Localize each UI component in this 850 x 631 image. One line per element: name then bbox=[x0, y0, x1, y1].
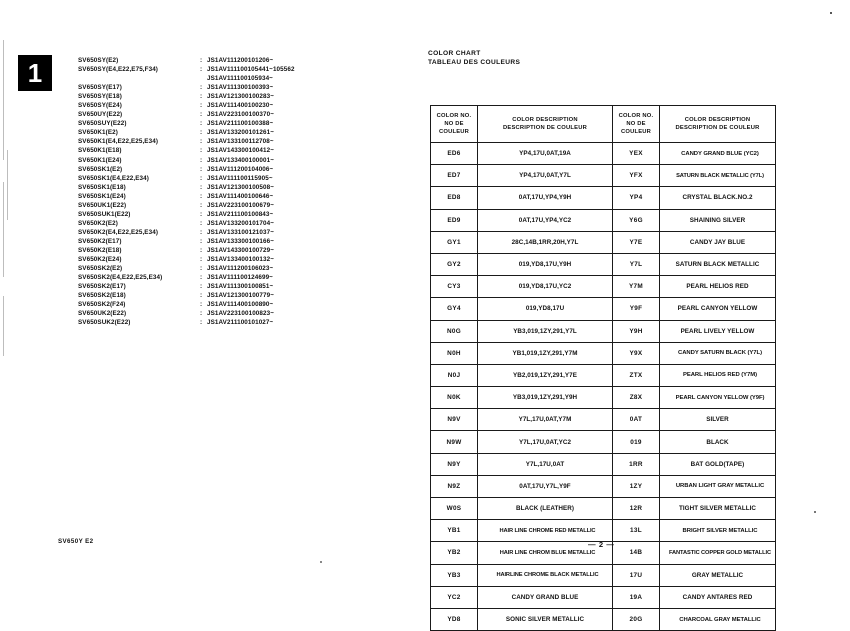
color-chart-table bbox=[430, 105, 776, 631]
model-vin: JS1AV133100112708~ bbox=[207, 138, 274, 146]
model-separator: : bbox=[200, 156, 203, 164]
color-no-left: GY2 bbox=[431, 253, 478, 275]
model-code: SV650K2(E17) bbox=[78, 237, 122, 245]
color-description-left: 019,YD8,17U,YC2 bbox=[478, 276, 613, 298]
model-code: SV650K1(E2) bbox=[78, 129, 118, 137]
model-separator: : bbox=[200, 228, 203, 236]
color-no-right: Y9H bbox=[613, 320, 660, 342]
color-no-left: N9Y bbox=[431, 453, 478, 475]
color-no-right: YP4 bbox=[613, 187, 660, 209]
color-no-right: Y6G bbox=[613, 209, 660, 231]
color-description-left: YB3,019,1ZY,291,Y7L bbox=[478, 320, 613, 342]
color-no-left: YB3 bbox=[431, 564, 478, 586]
color-no-right: YFX bbox=[613, 165, 660, 187]
header-color-description-left bbox=[478, 106, 613, 143]
model-vin-row bbox=[78, 192, 295, 201]
color-description-right: CHARCOAL GRAY METALLIC bbox=[660, 608, 776, 630]
model-separator: : bbox=[200, 57, 203, 64]
color-chart-table-container bbox=[430, 105, 776, 631]
header-color-no-right bbox=[613, 106, 660, 143]
color-description-right: SHAINING SILVER bbox=[660, 209, 776, 231]
color-description-left: YB1,019,1ZY,291,Y7M bbox=[478, 342, 613, 364]
model-vin-row bbox=[78, 201, 295, 210]
model-code: SV650SK2(F24) bbox=[78, 301, 126, 309]
color-chart-title-fr: TABLEAU DES COULEURS bbox=[428, 58, 521, 66]
model-separator: : bbox=[200, 201, 203, 209]
color-description-left: 0AT,17U,YP4,Y9H bbox=[478, 187, 613, 209]
model-code: SV650UK2(E22) bbox=[78, 310, 127, 318]
model-vin-row bbox=[78, 110, 295, 119]
table-row bbox=[431, 342, 776, 364]
header-label-fr: DESCRIPTION DE COULEUR bbox=[675, 125, 760, 131]
color-description-right: SATURN BLACK METALLIC (Y7L) bbox=[660, 165, 776, 187]
model-vin-row bbox=[78, 273, 295, 282]
table-row bbox=[431, 608, 776, 630]
model-separator: : bbox=[200, 274, 203, 282]
table-row bbox=[431, 387, 776, 409]
model-vin: JS1AV211100100388~ bbox=[207, 120, 274, 128]
model-code: SV650SK2(E18) bbox=[78, 292, 126, 300]
color-description-left: 019,YD8,17U bbox=[478, 298, 613, 320]
table-row bbox=[431, 209, 776, 231]
model-vin: JS1AV121300100283~ bbox=[207, 93, 274, 101]
model-separator: : bbox=[200, 292, 203, 300]
color-description-right: BAT GOLD(TAPE) bbox=[660, 453, 776, 475]
footer-page-number: — 2 — bbox=[588, 540, 615, 549]
model-vin-row bbox=[78, 83, 295, 92]
model-vin: JS1AV223100100679~ bbox=[207, 201, 274, 209]
model-vin: JS1AV111100124699~ bbox=[207, 274, 273, 282]
model-separator: : bbox=[200, 174, 203, 182]
color-no-right: 17U bbox=[613, 564, 660, 586]
table-row bbox=[431, 165, 776, 187]
model-vin: JS1AV111400100646~ bbox=[207, 192, 274, 200]
model-vin-row bbox=[78, 300, 295, 309]
color-description-left: CANDY GRAND BLUE bbox=[478, 586, 613, 608]
table-row bbox=[431, 231, 776, 253]
model-separator: : bbox=[200, 246, 203, 254]
model-code: SV650SK1(E18) bbox=[78, 183, 126, 191]
model-separator: : bbox=[200, 265, 203, 273]
model-code: SV650UK1(E22) bbox=[78, 201, 127, 209]
model-separator: : bbox=[200, 165, 203, 173]
scan-artifact-left bbox=[3, 182, 4, 277]
model-vin-row bbox=[78, 219, 295, 228]
color-description-right: CANDY ANTARES RED bbox=[660, 586, 776, 608]
color-description-right: BRIGHT SILVER METALLIC bbox=[660, 520, 776, 542]
table-header-row bbox=[431, 106, 776, 143]
scan-artifact-left bbox=[3, 296, 4, 356]
color-no-right: ZTX bbox=[613, 364, 660, 386]
model-separator: : bbox=[200, 93, 203, 101]
model-vin: JS1AV223100100370~ bbox=[207, 111, 274, 119]
model-vin: JS1AV111400100230~ bbox=[207, 102, 274, 110]
model-code: SV650SUK2(E22) bbox=[78, 319, 131, 327]
model-vin: JS1AV133400100001~ bbox=[207, 156, 274, 164]
table-row bbox=[431, 453, 776, 475]
color-no-right: Y7E bbox=[613, 231, 660, 253]
section-number-badge: 1 bbox=[18, 55, 52, 91]
color-description-right: CANDY SATURN BLACK (Y7L) bbox=[660, 342, 776, 364]
model-vin: JS1AV143300100729~ bbox=[207, 246, 274, 254]
model-separator: : bbox=[200, 237, 203, 245]
color-description-right: GRAY METALLIC bbox=[660, 564, 776, 586]
color-no-left: N0J bbox=[431, 364, 478, 386]
model-code: SV650K1(E4,E22,E25,E34) bbox=[78, 138, 159, 146]
table-row bbox=[431, 320, 776, 342]
table-row bbox=[431, 298, 776, 320]
color-no-left: N0H bbox=[431, 342, 478, 364]
model-separator: : bbox=[200, 301, 203, 309]
color-no-right: Y7L bbox=[613, 253, 660, 275]
table-row bbox=[431, 431, 776, 453]
model-vin-row bbox=[78, 210, 295, 219]
header-label-en: COLOR DESCRIPTION bbox=[684, 117, 751, 123]
model-separator: : bbox=[200, 102, 203, 110]
color-description-right: CANDY GRAND BLUE (YC2) bbox=[660, 143, 776, 165]
model-vin-row bbox=[78, 165, 295, 174]
model-code: SV650SUK1(E22) bbox=[78, 210, 131, 218]
model-separator: : bbox=[200, 219, 203, 227]
model-vin-row bbox=[78, 291, 295, 300]
color-no-left: ED8 bbox=[431, 187, 478, 209]
model-vin-row bbox=[78, 282, 295, 291]
model-vin: JS1AV211100100843~ bbox=[207, 210, 274, 218]
color-description-right: PEARL LIVELY YELLOW bbox=[660, 320, 776, 342]
model-code: SV650SY(E18) bbox=[78, 93, 122, 101]
table-row bbox=[431, 475, 776, 497]
model-vin-row bbox=[78, 156, 295, 165]
model-separator: : bbox=[200, 120, 203, 128]
color-no-right: 20G bbox=[613, 608, 660, 630]
model-code: SV650K1(E24) bbox=[78, 156, 122, 164]
model-vin: JS1AV133400100132~ bbox=[207, 256, 274, 264]
color-description-right: URBAN LIGHT GRAY METALLIC bbox=[660, 475, 776, 497]
color-no-right: 19A bbox=[613, 586, 660, 608]
color-description-right: SILVER bbox=[660, 409, 776, 431]
model-vin: JS1AV133300100166~ bbox=[207, 237, 274, 245]
model-code: SV650K2(E18) bbox=[78, 246, 122, 254]
color-description-left: 0AT,17U,Y7L,Y9F bbox=[478, 475, 613, 497]
model-vin-row bbox=[78, 255, 295, 264]
table-row bbox=[431, 409, 776, 431]
color-no-right: 1ZY bbox=[613, 475, 660, 497]
color-description-left: HAIRLINE CHROME BLACK METALLIC bbox=[478, 564, 613, 586]
model-vin: JS1AV121300100779~ bbox=[207, 292, 274, 300]
table-row bbox=[431, 364, 776, 386]
color-description-left: YB3,019,1ZY,291,Y9H bbox=[478, 387, 613, 409]
color-no-left: GY1 bbox=[431, 231, 478, 253]
color-no-right: 019 bbox=[613, 431, 660, 453]
color-description-left: SONIC SILVER METALLIC bbox=[478, 608, 613, 630]
scan-artifact-left bbox=[3, 40, 4, 160]
header-label-fr: NO DE COULEUR bbox=[438, 121, 470, 135]
model-separator: : bbox=[200, 111, 203, 119]
model-vin: JS1AV143300100412~ bbox=[207, 147, 274, 155]
color-no-left: CY3 bbox=[431, 276, 478, 298]
model-code: SV650SK2(E4,E22,E25,E34) bbox=[78, 274, 163, 282]
color-description-right: BLACK bbox=[660, 431, 776, 453]
color-description-left: BLACK (LEATHER) bbox=[478, 498, 613, 520]
header-label-en: COLOR DESCRIPTION bbox=[512, 117, 578, 123]
color-no-left: YB2 bbox=[431, 542, 478, 564]
model-vin: JS1AV133200101704~ bbox=[207, 219, 274, 227]
model-vin-row bbox=[78, 56, 295, 65]
model-vin-row bbox=[78, 264, 295, 273]
model-vin: JS1AV111200101206~ bbox=[207, 57, 274, 64]
color-description-left: Y7L,17U,0AT,Y7M bbox=[478, 409, 613, 431]
model-vin-row bbox=[78, 74, 295, 83]
color-description-right: CANDY JAY BLUE bbox=[660, 231, 776, 253]
color-no-left: ED9 bbox=[431, 209, 478, 231]
model-vin: JS1AV111100115905~ bbox=[207, 174, 273, 182]
model-code: SV650SK2(E17) bbox=[78, 283, 126, 291]
model-separator: : bbox=[200, 283, 203, 291]
color-no-right: Y9X bbox=[613, 342, 660, 364]
color-no-left: ED7 bbox=[431, 165, 478, 187]
table-row bbox=[431, 564, 776, 586]
color-description-right: FANTASTIC COPPER GOLD METALLIC bbox=[660, 542, 776, 564]
model-vin-row bbox=[78, 174, 295, 183]
color-description-left: Y7L,17U,0AT,YC2 bbox=[478, 431, 613, 453]
model-code: SV650SY(E2) bbox=[78, 57, 119, 64]
model-code: SV650SY(E4,E22,E75,F34) bbox=[78, 66, 159, 74]
color-description-left: YP4,17U,0AT,Y7L bbox=[478, 165, 613, 187]
color-no-left: GY4 bbox=[431, 298, 478, 320]
model-vin: JS1AV111300100851~ bbox=[207, 283, 274, 291]
model-vin: JS1AV111300100393~ bbox=[207, 84, 274, 92]
header-color-no-left bbox=[431, 106, 478, 143]
model-vin-row bbox=[78, 65, 295, 74]
model-separator: : bbox=[200, 210, 203, 218]
color-description-left: HAIR LINE CHROME RED METALLIC bbox=[478, 520, 613, 542]
color-no-right: YEX bbox=[613, 143, 660, 165]
model-separator: : bbox=[200, 183, 203, 191]
model-vin: JS1AV223100100823~ bbox=[207, 310, 274, 318]
model-vin-row bbox=[78, 119, 295, 128]
table-row bbox=[431, 276, 776, 298]
model-vin-row bbox=[78, 228, 295, 237]
model-separator: : bbox=[200, 147, 203, 155]
model-separator: : bbox=[200, 256, 203, 264]
header-label-en: COLOR NO. bbox=[436, 113, 472, 119]
model-vin: JS1AV111100105934~ bbox=[207, 75, 273, 83]
model-code: SV650SK1(E2) bbox=[78, 165, 123, 173]
color-chart-title-en: COLOR CHART bbox=[428, 50, 481, 57]
model-separator: : bbox=[200, 310, 203, 318]
model-code: SV650K2(E24) bbox=[78, 256, 122, 264]
model-code: SV650SY(E24) bbox=[78, 102, 122, 110]
model-code: SV650SY(E17) bbox=[78, 84, 122, 92]
header-label-en: COLOR NO. bbox=[618, 113, 654, 119]
header-label-fr: NO DE COULEUR bbox=[620, 121, 652, 135]
scan-speck bbox=[830, 12, 832, 14]
model-vin: JS1AV111200106023~ bbox=[207, 265, 274, 273]
color-description-left: 28C,14B,1RR,20H,Y7L bbox=[478, 231, 613, 253]
header-label-fr: DESCRIPTION DE COULEUR bbox=[503, 125, 587, 131]
color-no-left: N9W bbox=[431, 431, 478, 453]
model-vin-row bbox=[78, 309, 295, 318]
scan-speck bbox=[320, 561, 322, 563]
scan-artifact-left bbox=[7, 150, 8, 220]
color-description-right: SATURN BLACK METALLIC bbox=[660, 253, 776, 275]
model-separator: : bbox=[200, 192, 203, 200]
color-no-right: 0AT bbox=[613, 409, 660, 431]
table-row bbox=[431, 520, 776, 542]
model-vin: JS1AV211100101027~ bbox=[207, 319, 274, 327]
model-code: SV650SK2(E2) bbox=[78, 265, 123, 273]
table-row bbox=[431, 586, 776, 608]
model-code: SV650K1(E18) bbox=[78, 147, 122, 155]
table-row bbox=[431, 498, 776, 520]
model-code: SV650SUY(E22) bbox=[78, 120, 127, 128]
model-vin-list bbox=[78, 56, 295, 327]
model-separator: : bbox=[200, 84, 203, 92]
color-no-right: 14B bbox=[613, 542, 660, 564]
color-description-right: PEARL HELIOS RED (Y7M) bbox=[660, 364, 776, 386]
color-description-left: 019,YD8,17U,Y9H bbox=[478, 253, 613, 275]
model-vin: JS1AV133200101261~ bbox=[207, 129, 274, 137]
color-chart-heading bbox=[428, 50, 520, 67]
model-vin-row bbox=[78, 146, 295, 155]
model-separator: : bbox=[200, 319, 203, 327]
color-description-left: YP4,17U,0AT,19A bbox=[478, 143, 613, 165]
color-no-right: Y9F bbox=[613, 298, 660, 320]
footer-model-code: SV650Y E2 bbox=[58, 538, 94, 545]
color-no-left: YC2 bbox=[431, 586, 478, 608]
color-no-left: YD8 bbox=[431, 608, 478, 630]
model-vin-row bbox=[78, 237, 295, 246]
color-no-right: 1RR bbox=[613, 453, 660, 475]
scan-speck bbox=[814, 511, 816, 513]
color-description-left: YB2,019,1ZY,291,Y7E bbox=[478, 364, 613, 386]
table-row bbox=[431, 187, 776, 209]
model-vin-row bbox=[78, 246, 295, 255]
color-description-left: 0AT,17U,YP4,YC2 bbox=[478, 209, 613, 231]
color-no-left: N9V bbox=[431, 409, 478, 431]
color-no-right: 12R bbox=[613, 498, 660, 520]
color-description-left: HAIR LINE CHROM BLUE METALLIC bbox=[478, 542, 613, 564]
model-code: SV650SK1(E24) bbox=[78, 192, 126, 200]
model-vin-row bbox=[78, 92, 295, 101]
model-code: SV650K2(E4,E22,E25,E34) bbox=[78, 228, 159, 236]
color-no-left: N9Z bbox=[431, 475, 478, 497]
color-no-left: N0G bbox=[431, 320, 478, 342]
model-vin-row bbox=[78, 128, 295, 137]
model-vin-row bbox=[78, 101, 295, 110]
table-row bbox=[431, 253, 776, 275]
header-color-description-right bbox=[660, 106, 776, 143]
color-no-right: 13L bbox=[613, 520, 660, 542]
color-description-right: CRYSTAL BLACK.NO.2 bbox=[660, 187, 776, 209]
model-separator: : bbox=[200, 66, 203, 74]
color-no-left: N0K bbox=[431, 387, 478, 409]
color-no-left: YB1 bbox=[431, 520, 478, 542]
color-no-right: Y7M bbox=[613, 276, 660, 298]
color-description-right: PEARL CANYON YELLOW bbox=[660, 298, 776, 320]
model-vin: JS1AV121300100508~ bbox=[207, 183, 274, 191]
model-separator: : bbox=[200, 129, 203, 137]
color-description-right: PEARL CANYON YELLOW (Y9F) bbox=[660, 387, 776, 409]
color-no-left: W0S bbox=[431, 498, 478, 520]
model-code: SV650K2(E2) bbox=[78, 219, 118, 227]
model-vin: JS1AV111400100890~ bbox=[207, 301, 274, 309]
model-separator: : bbox=[200, 138, 203, 146]
model-code: SV650SK1(E4,E22,E34) bbox=[78, 174, 149, 182]
color-description-right: TIGHT SILVER METALLIC bbox=[660, 498, 776, 520]
color-description-right: PEARL HELIOS RED bbox=[660, 276, 776, 298]
color-no-left: ED6 bbox=[431, 143, 478, 165]
table-row bbox=[431, 143, 776, 165]
model-vin-row bbox=[78, 137, 295, 146]
color-no-right: Z8X bbox=[613, 387, 660, 409]
model-vin: JS1AV133100121037~ bbox=[207, 228, 274, 236]
model-vin: JS1AV111100105441~105562 bbox=[207, 66, 295, 74]
model-vin: JS1AV111200104006~ bbox=[207, 165, 274, 173]
model-code: SV650UY(E22) bbox=[78, 111, 123, 119]
color-description-left: Y7L,17U,0AT bbox=[478, 453, 613, 475]
model-vin-row bbox=[78, 183, 295, 192]
model-vin-row bbox=[78, 318, 295, 327]
